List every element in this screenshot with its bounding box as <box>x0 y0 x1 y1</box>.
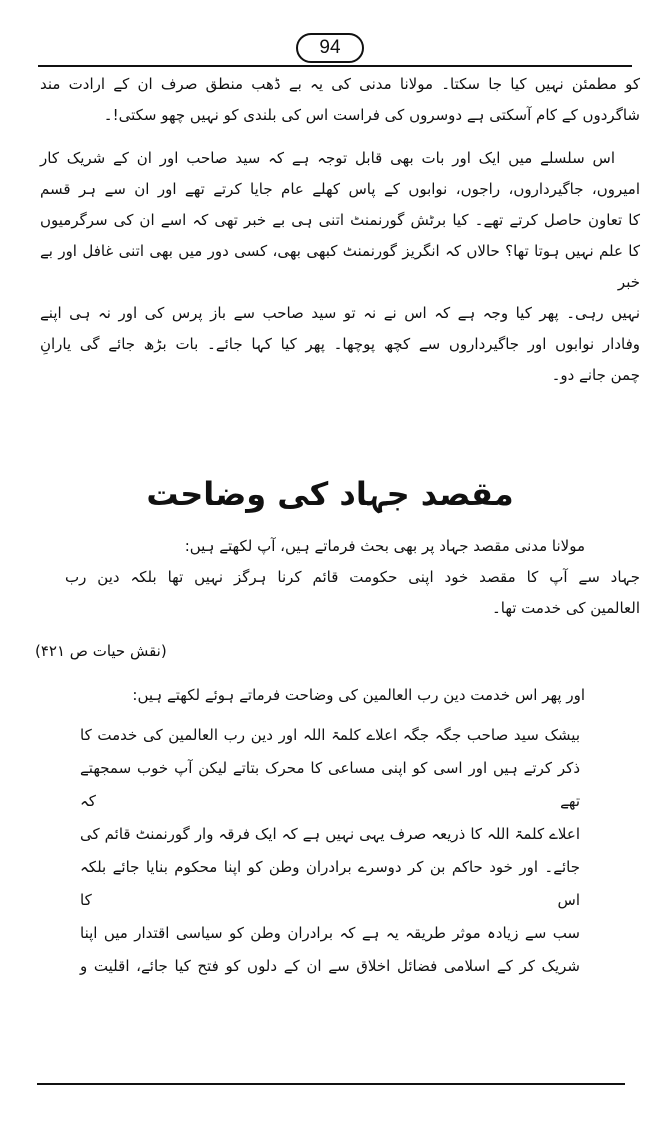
quote-line: ذکر کرتے ہیں اور اسی کو اپنی مساعی کا محرک بتاتے لیکن آپ خوب سمجھتے تھے کہ <box>80 759 580 810</box>
quote-line: سب سے زیادہ موثر طریقہ یہ ہے کہ برادران وطن کو سیاسی اقتدار میں اپنا <box>80 924 580 942</box>
page-number-wrap <box>0 33 660 63</box>
text-line: کو مطمئن نہیں کیا جا سکتا۔ مولانا مدنی کی یہ بے ڈھب منطق صرف ان کے ارادت مند <box>40 75 640 93</box>
text-line: اس سلسلے میں ایک اور بات بھی قابل توجہ ہے کہ سید صاحب اور ان کے شریک کار <box>40 149 615 167</box>
quote-line: بیشک سید صاحب جگہ جگہ اعلاے کلمۃ اللہ اور دین رب العالمین کی خدمت کا <box>80 726 580 744</box>
section-heading: مقصد جہاد کی وضاحت <box>146 475 514 513</box>
citation: (نقش حیات ص ۴۲۱) <box>35 642 167 660</box>
header-rule <box>38 65 632 67</box>
quote-block <box>65 562 640 624</box>
intro-line: اور پھر اس خدمت دین رب العالمین کی وضاحت فرماتے ہوئے لکھتے ہیں: <box>132 686 585 704</box>
intro-block <box>80 531 585 562</box>
text-line: نہیں رہی۔ پھر کیا وجہ ہے کہ اس نے نہ تو سید صاحب سے باز پرس کی اور نہ ہی اپنے <box>40 304 640 322</box>
text-line: امیروں، جاگیرداروں، راجوں، نوابوں کے پاس کھلے عام جایا کرتے تھے اور ان سے ہر قسم <box>40 180 640 198</box>
quote-line: العالمین کی خدمت تھا۔ <box>491 599 640 617</box>
page-number: 94 <box>296 33 364 63</box>
text-line: چمن جانے دو۔ <box>551 366 640 384</box>
quote-line: اعلاے کلمۃ اللہ کا ذریعہ صرف یہی نہیں ہے کہ ایک فرقہ وار گورنمنٹ قائم کی <box>80 825 580 843</box>
text-line: کا علم نہیں ہوتا تھا؟ حالاں کہ انگریز گورنمنٹ کبھی بھی، کسی دور میں بھی اتنی غافل اور بے خبر <box>40 242 640 291</box>
intro-block <box>80 680 585 711</box>
quote-block <box>80 719 580 983</box>
quote-line: جہاد سے آپ کا مقصد خود اپنی حکومت قائم کرنا ہرگز نہیں تھا بلکہ دین رب <box>65 568 640 586</box>
text-line: وفادار نوابوں اور جاگیرداروں سے کچھ پوچھا۔ پھر کیا کہا جائے۔ بات بڑھ جائے گی یارانِ <box>40 335 640 353</box>
text-line: کا تعاون حاصل کرتے تھے۔ کیا برٹش گورنمنٹ اتنی ہی بے خبر تھی کہ اسے ان کی سرگرمیوں <box>40 211 640 229</box>
body-paragraphs <box>40 69 640 391</box>
quote-line: جائے۔ اور خود حاکم بن کر دوسرے برادران وطن کو اپنا محکوم بنایا جائے بلکہ اس کا <box>80 858 580 909</box>
text-line: شاگردوں کے کام آسکتی ہے دوسروں کی فراست اس کی بلندی کو نہیں چھو سکتی!۔ <box>103 106 640 124</box>
footer-rule <box>37 1083 625 1085</box>
intro-line: مولانا مدنی مقصد جہاد پر بھی بحث فرماتے ہیں، آپ لکھتے ہیں: <box>184 537 585 555</box>
quote-line: شریک کر کے اسلامی فضائل اخلاق سے ان کے دلوں کو فتح کیا جائے، اقلیت و <box>80 957 580 975</box>
